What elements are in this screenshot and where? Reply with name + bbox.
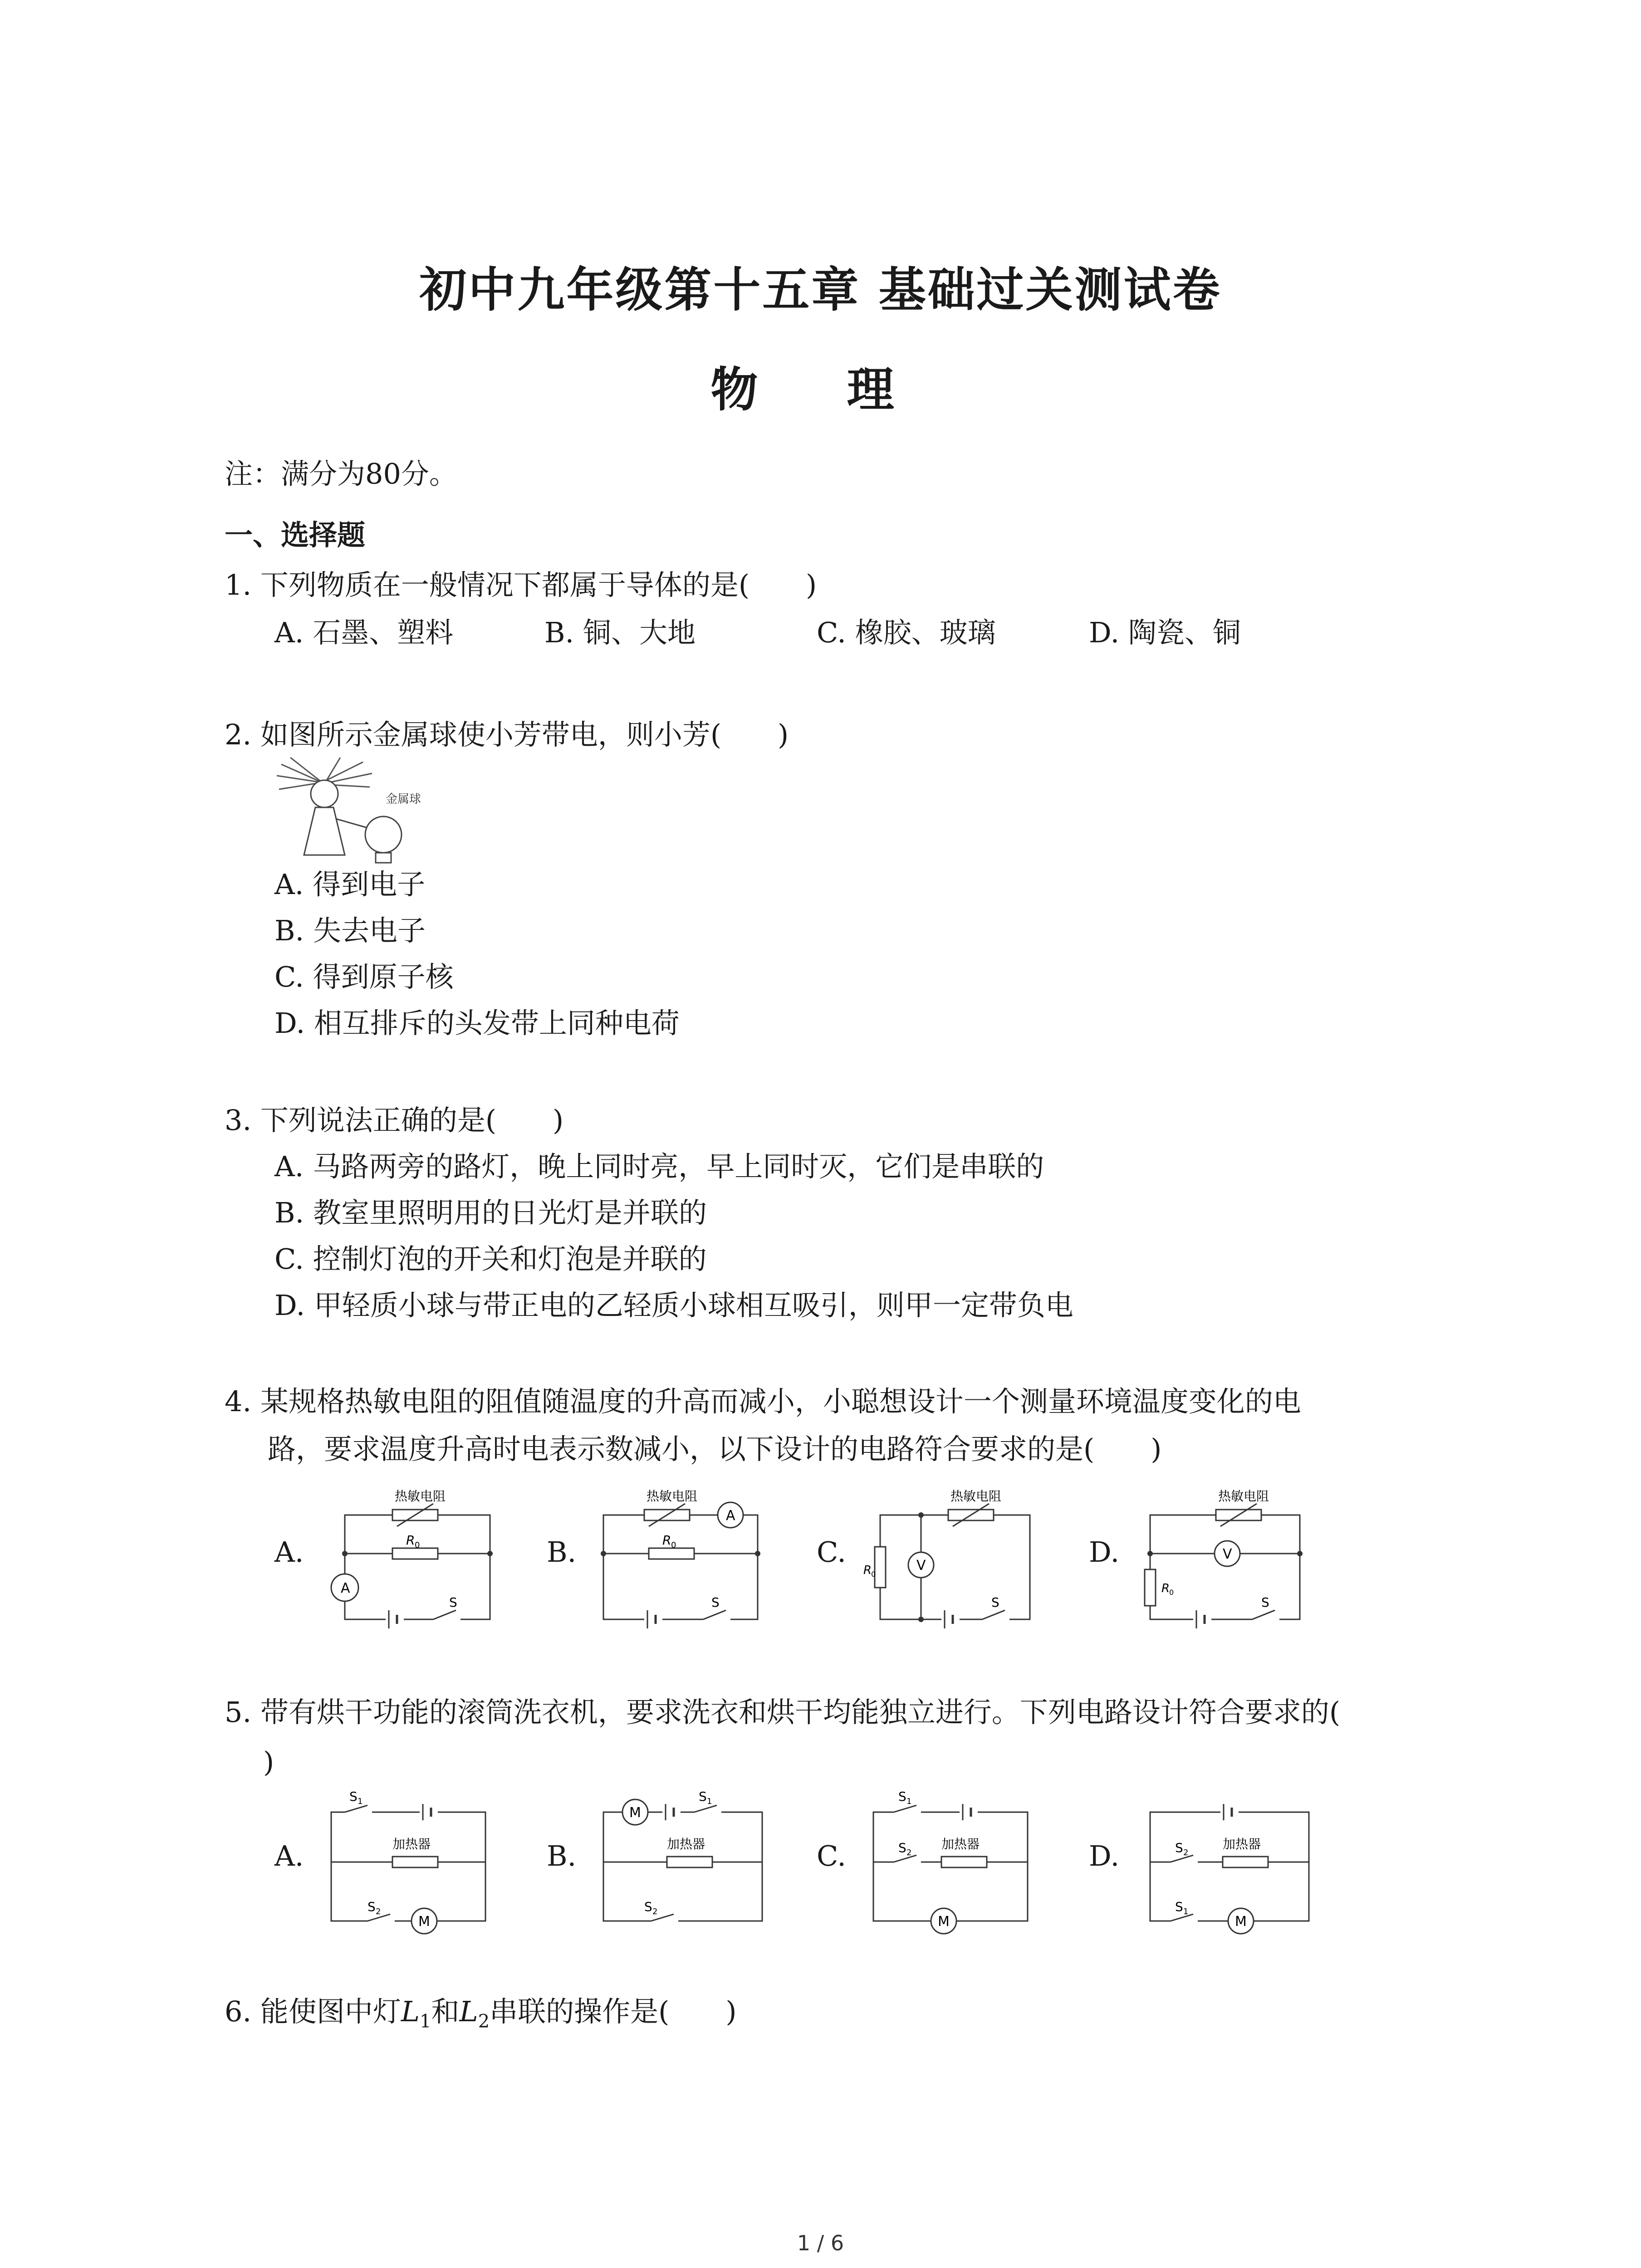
q5-option-b-label: B. bbox=[547, 1839, 577, 1872]
q1-option-a: A. 石墨、塑料 bbox=[274, 616, 454, 649]
svg-text:2: 2 bbox=[376, 1907, 381, 1916]
svg-text:S: S bbox=[898, 1840, 906, 1855]
question-4-stem-line1: 4. 某规格热敏电阻的阻值随温度的升高而减小，小聪想设计一个测量环境温度变化的电 bbox=[225, 1385, 1301, 1418]
q4-option-a-label: A. bbox=[274, 1535, 304, 1569]
girl-metal-ball-figure bbox=[272, 755, 445, 864]
svg-text:0: 0 bbox=[1169, 1588, 1174, 1597]
svg-text:R: R bbox=[1161, 1582, 1170, 1595]
question-5-stem-line1: 5. 带有烘干功能的滚筒洗衣机，要求洗衣和烘干均能独立进行。下列电路设计符合要求的( bbox=[225, 1696, 1341, 1729]
svg-text:热敏电阻: 热敏电阻 bbox=[647, 1489, 698, 1504]
question-1-stem: 1. 下列物质在一般情况下都属于导体的是( ) bbox=[225, 568, 817, 601]
q2-option-b: B. 失去电子 bbox=[274, 914, 426, 947]
svg-text:2: 2 bbox=[906, 1848, 912, 1857]
q2-option-c: C. 得到原子核 bbox=[274, 960, 454, 993]
svg-text:M: M bbox=[629, 1805, 641, 1821]
svg-text:2: 2 bbox=[1183, 1848, 1189, 1857]
svg-text:1: 1 bbox=[707, 1797, 712, 1806]
q3-option-a: A. 马路两旁的路灯，晚上同时亮，早上同时灭，它们是串联的 bbox=[274, 1150, 1044, 1183]
svg-text:加热器: 加热器 bbox=[392, 1837, 431, 1852]
svg-text:V: V bbox=[916, 1558, 926, 1574]
svg-text:S: S bbox=[644, 1899, 652, 1914]
svg-text:1: 1 bbox=[1183, 1907, 1189, 1916]
q4-option-c-label: C. bbox=[817, 1535, 846, 1569]
svg-text:R: R bbox=[662, 1533, 671, 1548]
svg-text:S: S bbox=[991, 1595, 999, 1610]
question-2-stem: 2. 如图所示金属球使小芳带电，则小芳( ) bbox=[225, 718, 789, 751]
exam-title: 初中九年级第十五章 基础过关测试卷 bbox=[419, 262, 1222, 318]
q2-option-d: D. 相互排斥的头发带上同种电荷 bbox=[274, 1007, 680, 1040]
q5-circuit-a bbox=[318, 1785, 508, 1935]
svg-text:M: M bbox=[418, 1914, 430, 1930]
question-4-stem-line2: 路，要求温度升高时电表示数减小，以下设计的电路符合要求的是( ) bbox=[268, 1432, 1162, 1466]
svg-text:热敏电阻: 热敏电阻 bbox=[395, 1489, 446, 1504]
question-6-stem: 6. 能使图中灯$L_1$和$L_2$串联的操作是( ) bbox=[225, 1995, 737, 2032]
svg-text:R: R bbox=[863, 1564, 872, 1577]
q4-circuit-b bbox=[590, 1483, 780, 1637]
q5-circuit-d bbox=[1130, 1785, 1320, 1935]
svg-text:S: S bbox=[1175, 1899, 1183, 1914]
subject-title: 物 理 bbox=[710, 362, 931, 417]
q4-circuit-a bbox=[318, 1483, 508, 1637]
q5-option-d-label: D. bbox=[1089, 1839, 1120, 1872]
q5-circuit-b bbox=[590, 1785, 780, 1935]
svg-text:加热器: 加热器 bbox=[1223, 1837, 1261, 1852]
svg-text:A: A bbox=[341, 1580, 350, 1596]
svg-text:S: S bbox=[1175, 1840, 1183, 1855]
svg-text:M: M bbox=[938, 1914, 950, 1930]
svg-text:R: R bbox=[406, 1533, 415, 1548]
svg-text:S: S bbox=[711, 1595, 720, 1610]
svg-text:S: S bbox=[367, 1899, 376, 1914]
q5-circuit-c bbox=[860, 1785, 1050, 1935]
page-number: 1 / 6 bbox=[797, 2231, 844, 2255]
q5-option-a-label: A. bbox=[274, 1839, 304, 1872]
section-heading: 一、选择题 bbox=[225, 518, 366, 552]
svg-text:S: S bbox=[449, 1595, 457, 1610]
svg-text:S: S bbox=[349, 1789, 358, 1804]
svg-text:热敏电阻: 热敏电阻 bbox=[1218, 1489, 1269, 1504]
q4-option-b-label: B. bbox=[547, 1535, 577, 1569]
svg-text:0: 0 bbox=[671, 1540, 676, 1550]
svg-text:加热器: 加热器 bbox=[667, 1837, 705, 1852]
svg-text:1: 1 bbox=[906, 1797, 912, 1806]
svg-text:1: 1 bbox=[358, 1797, 363, 1806]
svg-text:S: S bbox=[1261, 1595, 1269, 1610]
svg-text:热敏电阻: 热敏电阻 bbox=[950, 1489, 1002, 1504]
svg-text:M: M bbox=[1235, 1914, 1247, 1930]
score-note: 注：满分为80分。 bbox=[225, 457, 457, 490]
q1-option-d: D. 陶瓷、铜 bbox=[1089, 616, 1241, 649]
q4-circuit-c bbox=[860, 1483, 1050, 1637]
q3-option-b: B. 教室里照明用的日光灯是并联的 bbox=[274, 1196, 707, 1229]
svg-text:0: 0 bbox=[871, 1570, 876, 1579]
q5-option-c-label: C. bbox=[817, 1839, 846, 1872]
q3-option-d: D. 甲轻质小球与带正电的乙轻质小球相互吸引，则甲一定带负电 bbox=[274, 1289, 1073, 1322]
question-5-stem-line2: ) bbox=[263, 1745, 274, 1779]
svg-text:V: V bbox=[1223, 1546, 1232, 1562]
svg-text:加热器: 加热器 bbox=[941, 1837, 980, 1852]
svg-text:A: A bbox=[726, 1508, 735, 1524]
q1-option-b: B. 铜、大地 bbox=[544, 616, 696, 649]
q3-option-c: C. 控制灯泡的开关和灯泡是并联的 bbox=[274, 1242, 707, 1276]
question-3-stem: 3. 下列说法正确的是( ) bbox=[225, 1104, 564, 1137]
q2-option-a: A. 得到电子 bbox=[274, 868, 426, 901]
svg-text:0: 0 bbox=[415, 1540, 420, 1550]
svg-text:S: S bbox=[898, 1789, 906, 1804]
svg-text:S: S bbox=[699, 1789, 707, 1804]
q1-option-c: C. 橡胶、玻璃 bbox=[817, 616, 996, 649]
q4-option-d-label: D. bbox=[1089, 1535, 1120, 1569]
q4-circuit-d bbox=[1130, 1483, 1320, 1637]
metal-ball-label: 金属球 bbox=[386, 792, 421, 806]
svg-text:2: 2 bbox=[652, 1907, 658, 1916]
